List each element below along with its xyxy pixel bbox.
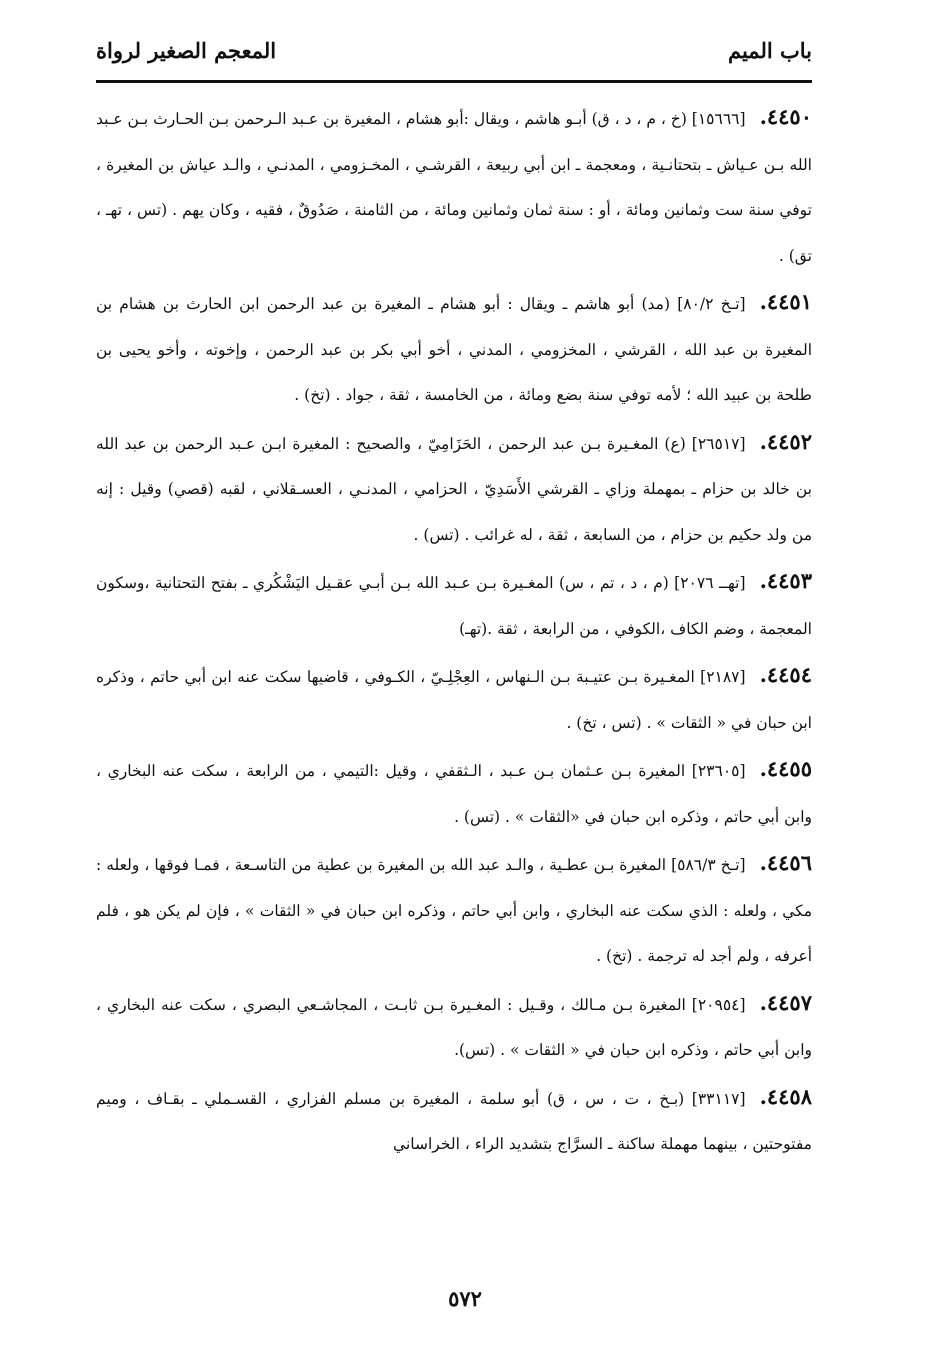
entry-number: ٤٤٥١. [759,289,812,314]
entry-text: [تـخ ٥٨٦/٣] المغيرة بـن عطـية ، والـد عبد الله بن المغيرة بن عطية من التاسـعة ، فمـا فوقها ، ولعله : مكي ، ولعله : الذي سكت عنه البخاري ، وابن أبي حاتم ، وذكره ابن حبان في « الثقات » ، فإن لم يكن هو ، فلم أعرفه ، ولم أجد له ترجمة . (تخ) . [96,856,812,965]
entry-text: [٢٠٩٥٤] المغيرة بـن مـالك ، وقـيل : المغـيرة بـن ثابـت ، المجاشـعي البصري ، سكت عنه البخاري ، وابن أبي حاتم ، وذكره ابن حبان في « الثقات » . (تس). [96,995,812,1059]
entry-number: ٤٤٥٤. [759,662,812,687]
entry [96,840,812,980]
entry-number: ٤٤٥٣. [759,568,812,593]
entry-number: ٤٤٥٢. [759,428,812,454]
entry-text: [٢٦٥١٧] (ع) المغـيرة بـن عبد الرحمن ، الحَزَامِيّ ، والصحيح : المغيرة ابـن عـبد الرحمن بن عبد الله بن خالد بن حزام ـ بمهملة وزاي ـ القرشي الأَسَدِيّ ، الحزامي ، المدنـي ، العسـقلاني ، لقبه (قصي) وقيل : إنه من ولد حكيم بن حزام ، من السابعة ، ثقة ، له غرائب . (تس) . [96,434,812,544]
entries-list [96,94,812,1168]
page-header [96,32,812,78]
entry [96,1074,812,1168]
entry-number: ٤٤٥٧. [759,989,812,1015]
entry-text: [تهــ ٢٠٧٦] (م ، د ، تم ، س) المغـيرة بـن عـبد الله بـن أبـي عقـيل اليَشْكُري ـ بفتح التحتانية ،وسكون المعجمة ، وضم الكاف ،الكوفي ، من الرابعة ، ثقة .(تهـ) [96,574,812,638]
entry-text: [تـخ ٨٠/٢] (مد) أبو هاشم ـ ويقال : أبو هشام ـ المغيرة بن عبد الرحمن ابن الحارث بن هشام بن المغيرة بن عبد الله ، القرشي ، المخزومي ، المدني ، أخو أبي بكر بن عبد الرحمن ، وإخوته ، وأخو يحيى بن طلحة بن عبيد الله ؛ لأمه توفي سنة بضع ومائة ، من الخامسة ، ثقة ، جواد . (تخ) . [96,295,812,404]
entry [96,980,812,1074]
entry-text: [٢٣٦٠٥] المغيرة بـن عـثمان بـن عـبد ، الـثقفي ، وقيل :التيمي ، من الرابعة ، سكت عنه البخاري ، وابن أبي حاتم ، وذكره ابن حبان في «الثقات » . (تس) . [96,762,812,826]
entry-text: [١٥٦٦٦] (خ ، م ، د ، ق) أبـو هاشم ، ويقال :أبو هشام ، المغيرة بن عـبد الـرحمن بـن الحـارث بـن عـبد الله بـن عـياش ـ بتحتانـية ، ومعجمة ـ ابن أبي ربيعة ، القرشـي ، المخـزومي ، المدنـي ، والـد عياش بن المغيرة ، توفي سنة ست وثمانين ومائة ، أو : سنة ثمان وثمانين ومائة ، من الثامنة ، صَدُوقٌ ، فقيه ، وكان يهم . (تس ، تهـ ، تق) . [96,110,812,265]
header-divider [96,80,812,83]
entry-number: ٤٤٥٦. [759,850,812,875]
entry [96,652,812,746]
entry [96,746,812,840]
book-title: المعجم الصغير لرواة [96,38,277,63]
entry-number: ٤٤٥٠. [759,104,812,129]
chapter-title: باب الميم [727,38,812,63]
entry-text: [٣٣١١٧] (بـخ ، ت ، س ، ق) أبو سلمة ، المغيرة بن مسلم الفزاري ، القسـملي ـ بقـاف ، وميم مفتوحتين ، بينهما مهملة ساكنة ـ السرَّاج بتشديد الراء ، الخراساني [96,1089,812,1153]
entry [96,419,812,559]
entry [96,279,812,419]
entry-text: [٢١٨٧] المغـيرة بـن عتيـبة بـن الـنهاس ، العِجْلِـيّ ، الكـوفي ، قاضيها سكت عنه ابن أبي حاتم ، وذكره ابن حبان في « الثقات » . (تس ، تخ) . [96,668,812,732]
page-number: ٥٧٢ [448,1286,482,1311]
entry [96,558,812,652]
entry [96,94,812,279]
entry-number: ٤٤٥٨. [759,1083,812,1109]
entry-number: ٤٤٥٥. [759,756,812,781]
